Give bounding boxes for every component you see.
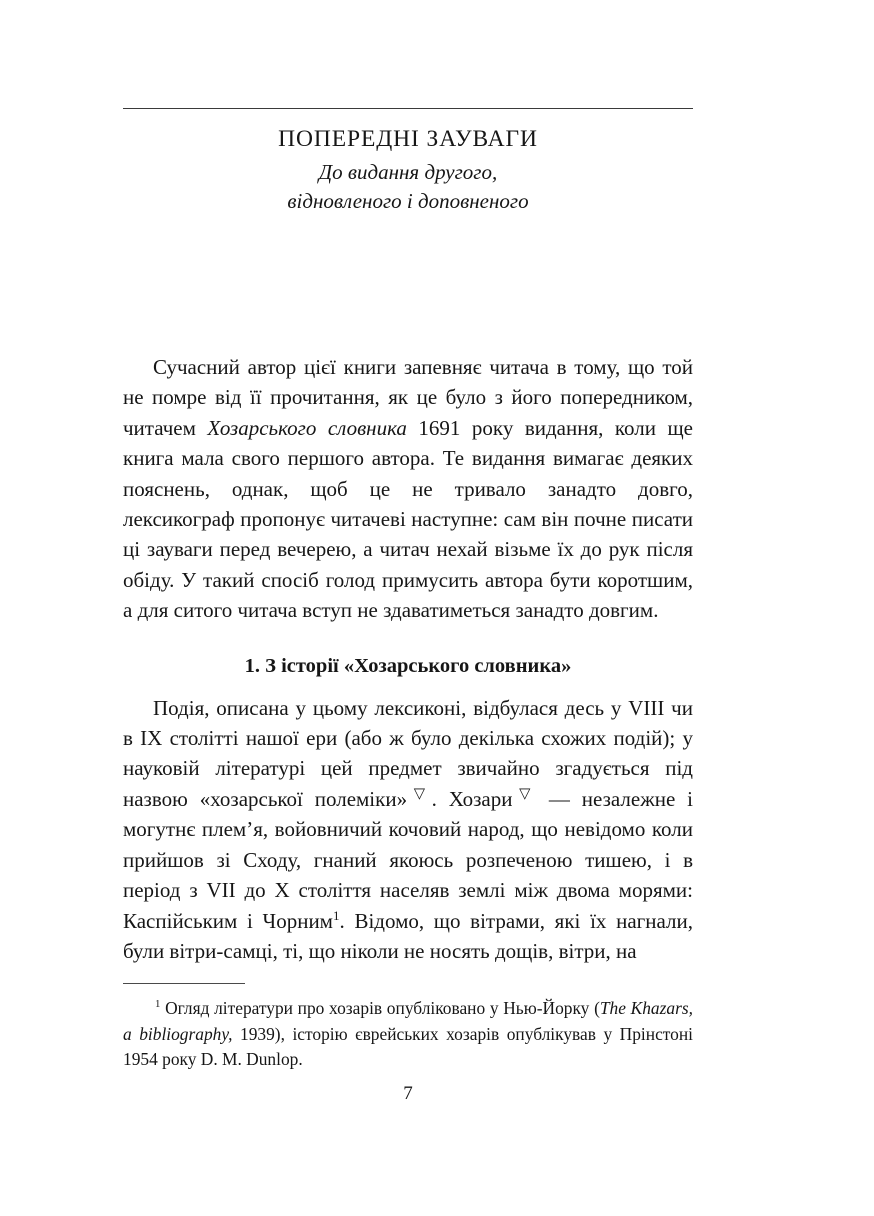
paragraph-history-text-2: . Хозари [431,786,513,811]
paragraph-history [123,693,693,967]
paragraph-intro-text-2: 1691 року видання, коли ще книга мала свого першого автора. Те видання вимагає деяких пояснень, однак, щоб це не тривало занадто довго, лексикограф пропонує читачеві наступне: сам він почне писати ці зауваги перед вечерею, а читач нехай візьме їх до рук після обіду. У такий спосіб голод примусить автора бути коротшим, а для ситого читача вступ не здаватиметься занадто довгим. [123,415,693,623]
cross-reference-triangle-icon: ▽ [512,785,538,802]
page-subtitle [123,158,693,216]
page-title: ПОПЕРЕДНІ ЗАУВАГИ [278,126,538,152]
paragraph-history-text-3: — незалежне і могутнє плем’я, войовничий кочовий народ, що невідомо коли прийшов зі Сходу, гнаний якоюсь розпеченою тишею, і в період з VII до X століття населяв землі між двома морями: Каспійським і Чорним [123,786,694,933]
footnote-separator-rule [123,983,245,984]
page-number: 7 [403,1083,413,1104]
footnote-title-italic: The Khazars, a bibliography, [123,998,693,1044]
paragraph-history-text-4: . Відомо, що вітрами, які їх нагнали, були вітри-самці, ті, що ніколи не носять дощів, вітри, на [123,908,693,963]
paragraph-intro [123,352,693,626]
footnote-text-1: Огляд літератури про хозарів опубліковано у Нью-Йорку ( [160,998,600,1018]
page-subtitle-line-2: відновленого і доповненого [287,189,529,213]
footnote-number: 1 [155,998,161,1011]
page-subtitle-line-1: До видання другого, [318,160,498,184]
document-page [123,0,693,1216]
section-heading: 1. З історії «Хозарського словника» [244,654,572,677]
book-title-italic: Хозарського словника [207,415,407,440]
footnote-reference-marker[interactable]: 1 [332,907,340,923]
footnote-entry [123,996,693,1073]
paragraph-intro-text-1: Сучасний автор цієї книги запевняє читача в тому, що той не помре від її прочитання, як це було з його попередником, читачем [123,355,693,440]
page-header [123,122,693,216]
paragraph-history-text-1: Подія, описана у цьому лексиконі, відбулася десь у VIII чи в IX столітті нашої ери (або ж було декілька схожих подій); у науковій літературі цей предмет звичайно згадується під назвою «хозарської полеміки» [123,695,693,811]
footnote-text-2: 1939), історію єврейських хозарів опублікував у Прінстоні 1954 року D. M. Dunlop. [123,1023,693,1070]
cross-reference-triangle-icon: ▽ [407,785,432,802]
header-divider-rule [123,108,693,109]
body-text [123,352,693,966]
footnote-section [123,983,693,1073]
